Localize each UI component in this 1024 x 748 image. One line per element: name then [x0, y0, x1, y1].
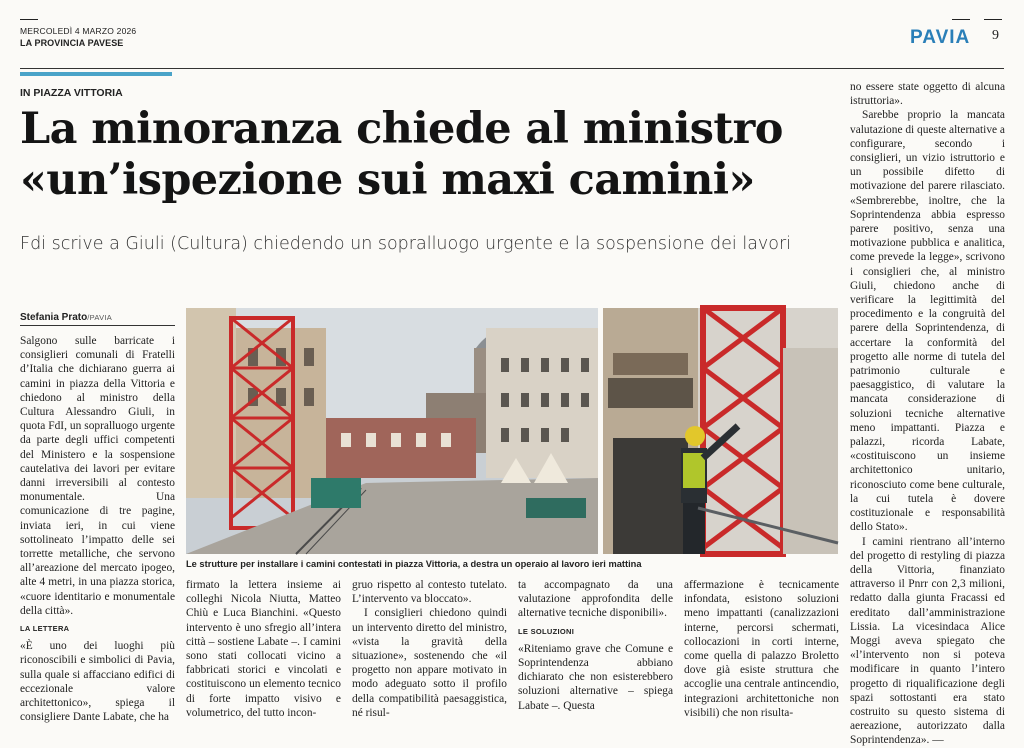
headline	[20, 104, 840, 206]
photo-caption: Le strutture per installare i camini contestati in piazza Vittoria, a destra un operaio al lavoro ieri mattina	[186, 559, 642, 569]
article-column-5	[684, 578, 839, 738]
article-column-1	[20, 334, 175, 734]
subhead-le-soluzioni: LE SOLUZIONI	[518, 626, 575, 636]
paragraph: gruo rispetto al contesto tutelato. L’intervento va bloccato».	[352, 579, 507, 606]
paragraph: Salgono sulle barricate i consiglieri comunali di Fratelli d’Italia che dichiarano guerra ai camini in piazza della Vittoria e chiedono al ministro della Cultura Alessandro Giuli, in quota FdI, un sopralluogo urgente da parte degli uffici competenti del Ministero e la sospensione cautelativa dei lavori per evitare danni irreversibili al contesto monumentale. Una comunicazione di tre pagine, inviata ieri, in cui viene sottolineato l’impatto delle sei torrette metalliche, che servono all’areazione del mercato ipogeo, alte 4 metri, in una piazza storica, «cuore identitario e monumentale della città».	[20, 335, 175, 617]
header-rule-mid	[952, 19, 970, 20]
section-name: PAVIA	[910, 27, 971, 48]
paragraph: no essere state oggetto di alcuna istruttoria».	[850, 81, 1005, 108]
photo-worker	[603, 308, 838, 554]
paragraph: affermazione è tecnicamente infondata, esistono soluzioni meno impattanti (canalizzazioni interne, percorsi schermati, collocazioni in corti interne, come quella di palazzo Broletto dove già esiste struttura che accoglie una centrale antincendio, integrazioni architettoniche non visibili) che non risulta-	[684, 579, 839, 719]
paragraph: «È uno dei luoghi più riconoscibili e simbolici di Pavia, sulla quale si affacciano edifici di eccezionale valore architettonico», spiega il consigliere Dante Labate, che ha	[20, 640, 175, 724]
paragraph: I consiglieri chiedono quindi un intervento diretto del ministro, «vista la gravità della situazione», sostenendo che «il progetto non appare motivato in modo adeguato sotto il profilo della compatibilità paesaggistica, né risul-	[352, 607, 507, 719]
paragraph: Sarebbe proprio la mancata valutazione di queste alternative a configurare, secondo i consiglieri, un vizio istruttorio e un possibile difetto di motivazione del parere rilasciato. «Sembrerebbe, inoltre, che la Soprintendenza abbia espresso parere positivo, senza una motivazione pubblica e analitica, come prevede la legge», scrivono i consiglieri che, al ministro Giuli, chiedono anche di verificare la legittimità del procedimento e la congruità del parere della Soprintendenza, di accertare la conformità del progetto alle norme di tutela del patrimonio culturale e paesaggistico, di valutare la mancata considerazione di soluzioni tecniche alternative meno impattanti. Piazza e palazzi, ricorda Labate, «costituiscono un insieme architettonico unitario, riconosciuto come bene culturale, la cui tutela è dovere costituzionale e responsabilità dello Stato».	[850, 109, 1005, 534]
paragraph: I camini rientrano all’interno del progetto di restyling di piazza della Vittoria, finanziato attraverso il Pnrr con 2,3 milioni, redatto dalla giunta Fracassi ed ereditato dall’amministrazione Lissia. La vicesindaca Alice Moggi aveva spiegato che «l’intervento non si poteva modificare in quanto l’intero progetto di riqualificazione degli spazi sottostanti era stato costruito su questo sistema di aereazione, autorizzato dalla Soprintendenza». —	[850, 535, 1005, 747]
byline	[20, 312, 112, 323]
article-column-2	[186, 578, 341, 738]
newspaper-name: LA PROVINCIA PAVESE	[20, 38, 124, 48]
byline-rule	[20, 325, 175, 326]
article-column-6	[850, 80, 1005, 747]
kicker: IN PIAZZA VITTORIA	[20, 87, 123, 99]
headline-line-1: La minoranza chiede al ministro	[20, 104, 783, 154]
issue-date: MERCOLEDÌ 4 MARZO 2026	[20, 26, 137, 36]
header-rule-right	[984, 19, 1002, 20]
article-column-3	[352, 578, 507, 738]
paragraph: ta accompagnato da una valutazione approfondita delle alternative tecniche disponibili».	[518, 579, 673, 620]
header-divider	[20, 68, 1004, 69]
worker-photo-illustration	[603, 308, 838, 554]
paragraph: «Riteniamo grave che Comune e Soprintendenza abbiano dichiarato che non esisterebbero soluzioni alternative – spiega Labate –. Questa	[518, 642, 673, 712]
article-column-4	[518, 578, 673, 738]
paragraph: firmato la lettera insieme ai colleghi Nicola Niutta, Matteo Chiù e Luca Bianchini. «Questo intervento è uno sfregio all’intera città – sostiene Labate –. I camini sono stati collocati vicino a fabbricati storici e vincolati e costituiscono un elemento tecnico di forte impatto visivo e volumetrico, del tutto incon-	[186, 579, 341, 719]
photo-piazza	[186, 308, 598, 554]
piazza-photo-illustration	[186, 308, 598, 554]
subheadline: Fdi scrive a Giuli (Cultura) chiedendo un sopralluogo urgente e la sospensione dei lavori	[20, 234, 792, 254]
author-name: Stefania Prato	[20, 312, 88, 323]
headline-line-2: «un’ispezione sui maxi camini»	[20, 155, 755, 205]
byline-location: /PAVIA	[87, 313, 113, 322]
page-number: 9	[992, 28, 999, 43]
kicker-accent-bar	[20, 72, 172, 76]
header-rule-left	[20, 19, 38, 20]
subhead-la-lettera: LA LETTERA	[20, 624, 70, 634]
